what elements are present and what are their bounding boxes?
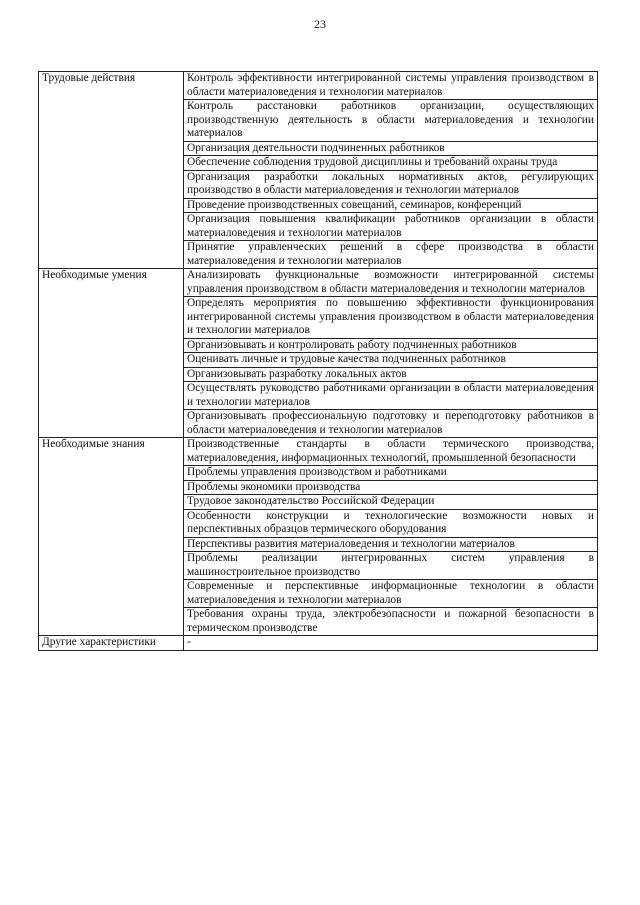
section-label: Трудовые действия — [39, 72, 184, 269]
section-item: Трудовое законодательство Российской Федерации — [184, 495, 598, 510]
section-label: Необходимые знания — [39, 438, 184, 636]
section-item: Оценивать личные и трудовые качества подчиненных работников — [184, 353, 598, 368]
section-item: Проблемы экономики производства — [184, 480, 598, 495]
section-item: Принятие управленческих решений в сфере производства в области материаловедения и технологии материалов — [184, 241, 598, 269]
section-item: Осуществлять руководство работниками организации в области материаловедения и технологии материалов — [184, 382, 598, 410]
section-item: Организация деятельности подчиненных работников — [184, 141, 598, 156]
section-item: Организация повышения квалификации работников организации в области материаловедения и технологии материалов — [184, 213, 598, 241]
section-item: Организовывать и контролировать работу подчиненных работников — [184, 338, 598, 353]
section-item: Организация разработки локальных нормативных актов, регулирующих производство в области материаловедения и технологии материалов — [184, 170, 598, 198]
section-item: Организовывать профессиональную подготовку и переподготовку работников в области материаловедения и технологии материалов — [184, 410, 598, 438]
section-item: Требования охраны труда, электробезопасности и пожарной безопасности в термическом производстве — [184, 608, 598, 636]
page-number: 23 — [314, 17, 326, 31]
section-label: Другие характеристики — [39, 636, 184, 651]
section-item: Проблемы управления производством и работниками — [184, 466, 598, 481]
section-item: Анализировать функциональные возможности интегрированной системы управления производством в области материаловедения и технологии материалов — [184, 269, 598, 297]
section-item: Особенности конструкции и технологические возможности новых и перспективных образцов термического оборудования — [184, 509, 598, 537]
section-item: Контроль эффективности интегрированной системы управления производством в области материаловедения и технологии материалов — [184, 72, 598, 100]
section-item: Контроль расстановки работников организации, осуществляющих производственную деятельность в области материаловедения и технологии материалов — [184, 100, 598, 142]
section-item: - — [184, 636, 598, 651]
section-item: Организовывать разработку локальных актов — [184, 367, 598, 382]
table-row — [39, 72, 598, 100]
section-label: Необходимые умения — [39, 269, 184, 438]
section-item: Производственные стандарты в области термического производства, материаловедения, информационных технологий, промышленной безопасности — [184, 438, 598, 466]
qualification-table — [38, 71, 598, 651]
section-item: Обеспечение соблюдения трудовой дисциплины и требований охраны труда — [184, 156, 598, 171]
qualification-table-body — [39, 72, 598, 651]
table-row — [39, 636, 598, 651]
section-item: Определять мероприятия по повышению эффективности функционирования интегрированной системы управления производством в области материаловедения и технологии материалов — [184, 297, 598, 339]
table-row — [39, 438, 598, 466]
section-item: Проведение производственных совещаний, семинаров, конференций — [184, 198, 598, 213]
section-item: Современные и перспективные информационные технологии в области материаловедения и технологии материалов — [184, 580, 598, 608]
section-item: Проблемы реализации интегрированных систем управления в машиностроительное производство — [184, 552, 598, 580]
table-row — [39, 269, 598, 297]
section-item: Перспективы развития материаловедения и технологии материалов — [184, 537, 598, 552]
